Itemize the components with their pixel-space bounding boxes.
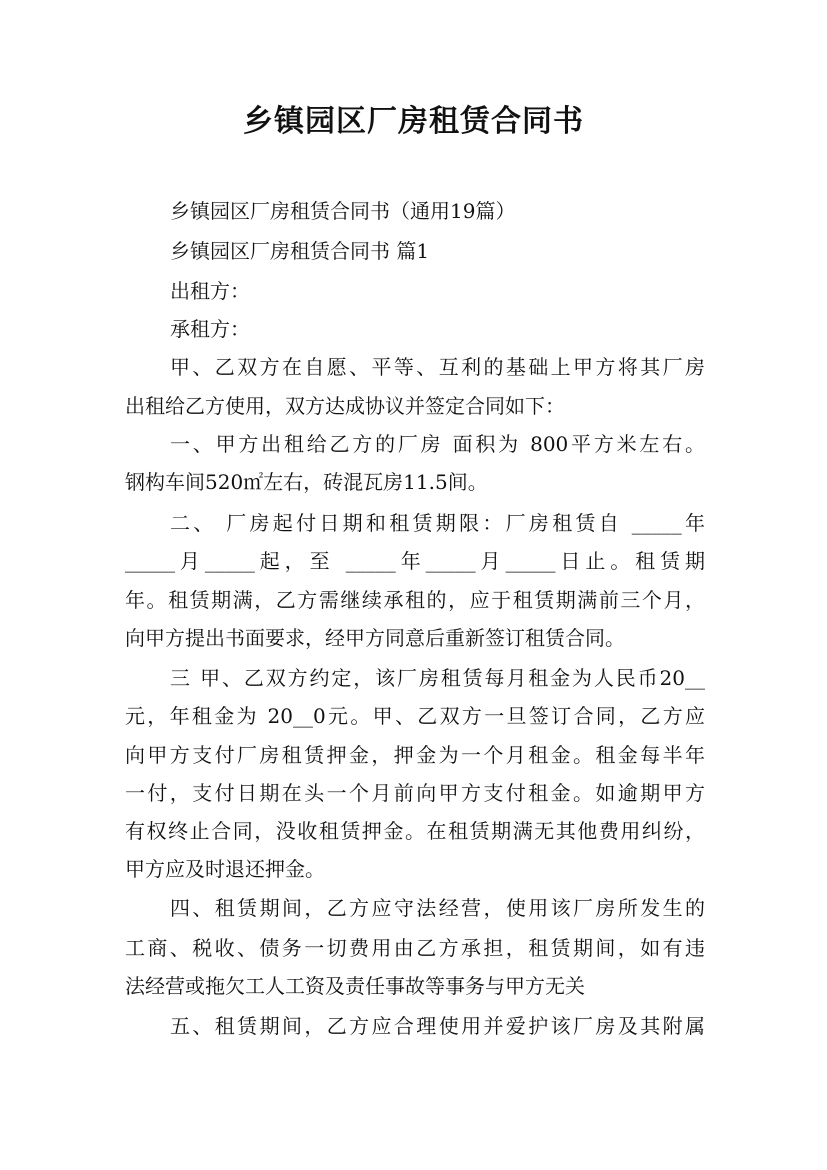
paragraph-line: 工商、税收、债务一切费用由乙方承担，租赁期间，如有违 bbox=[125, 936, 705, 960]
lessor-label: 出租方： bbox=[170, 279, 250, 303]
paragraph-line: 一付，支付日期在头一个月前向甲方支付租金。如逾期甲方 bbox=[125, 781, 705, 805]
paragraph-line: 元，年租金为 20__0元。甲、乙双方一旦签订合同，乙方应 bbox=[125, 704, 705, 728]
subtitle-line: 乡镇园区厂房租赁合同书（通用19篇） bbox=[170, 199, 516, 223]
lessee-label: 承租方： bbox=[170, 317, 250, 341]
paragraph-line: 向甲方支付厂房租赁押金，押金为一个月租金。租金每半年 bbox=[125, 743, 705, 767]
paragraph-line: 有权终止合同，没收租赁押金。在租赁期满无其他费用纠纷， bbox=[125, 819, 705, 843]
paragraph-line: 一、甲方出租给乙方的厂房 面积为 800平方米左右。 bbox=[170, 432, 705, 456]
paragraph-line: 向甲方提出书面要求，经甲方同意后重新签订租赁合同。 bbox=[125, 626, 625, 650]
section-heading: 乡镇园区厂房租赁合同书 篇1 bbox=[170, 239, 430, 263]
document-title: 乡镇园区厂房租赁合同书 bbox=[243, 104, 584, 139]
paragraph-line: 年。租赁期满，乙方需继续承租的，应于租赁期满前三个月， bbox=[125, 588, 705, 612]
paragraph-line: 法经营或拖欠工人工资及责任事故等事务与甲方无关 bbox=[125, 974, 585, 998]
paragraph-line: 二、 厂房起付日期和租赁期限：厂房租赁自 _____年 bbox=[170, 511, 705, 535]
paragraph-line: 三 甲、乙双方约定，该厂房租赁每月租金为人民币20__ bbox=[170, 666, 705, 690]
paragraph-line: 四、租赁期间，乙方应守法经营，使用该厂房所发生的 bbox=[170, 896, 705, 920]
paragraph-line: 甲、乙双方在自愿、平等、互利的基础上甲方将其厂房 bbox=[170, 355, 705, 379]
paragraph-line: _____月_____起，至 _____年_____月_____日止。租赁期 bbox=[125, 549, 705, 573]
paragraph-line: 甲方应及时退还押金。 bbox=[125, 857, 325, 881]
paragraph-line: 五、租赁期间，乙方应合理使用并爱护该厂房及其附属 bbox=[170, 1014, 705, 1038]
paragraph-line: 出租给乙方使用，双方达成协议并签定合同如下： bbox=[125, 394, 565, 418]
paragraph-line: 钢构车间520㎡左右，砖混瓦房11.5间。 bbox=[125, 470, 488, 494]
